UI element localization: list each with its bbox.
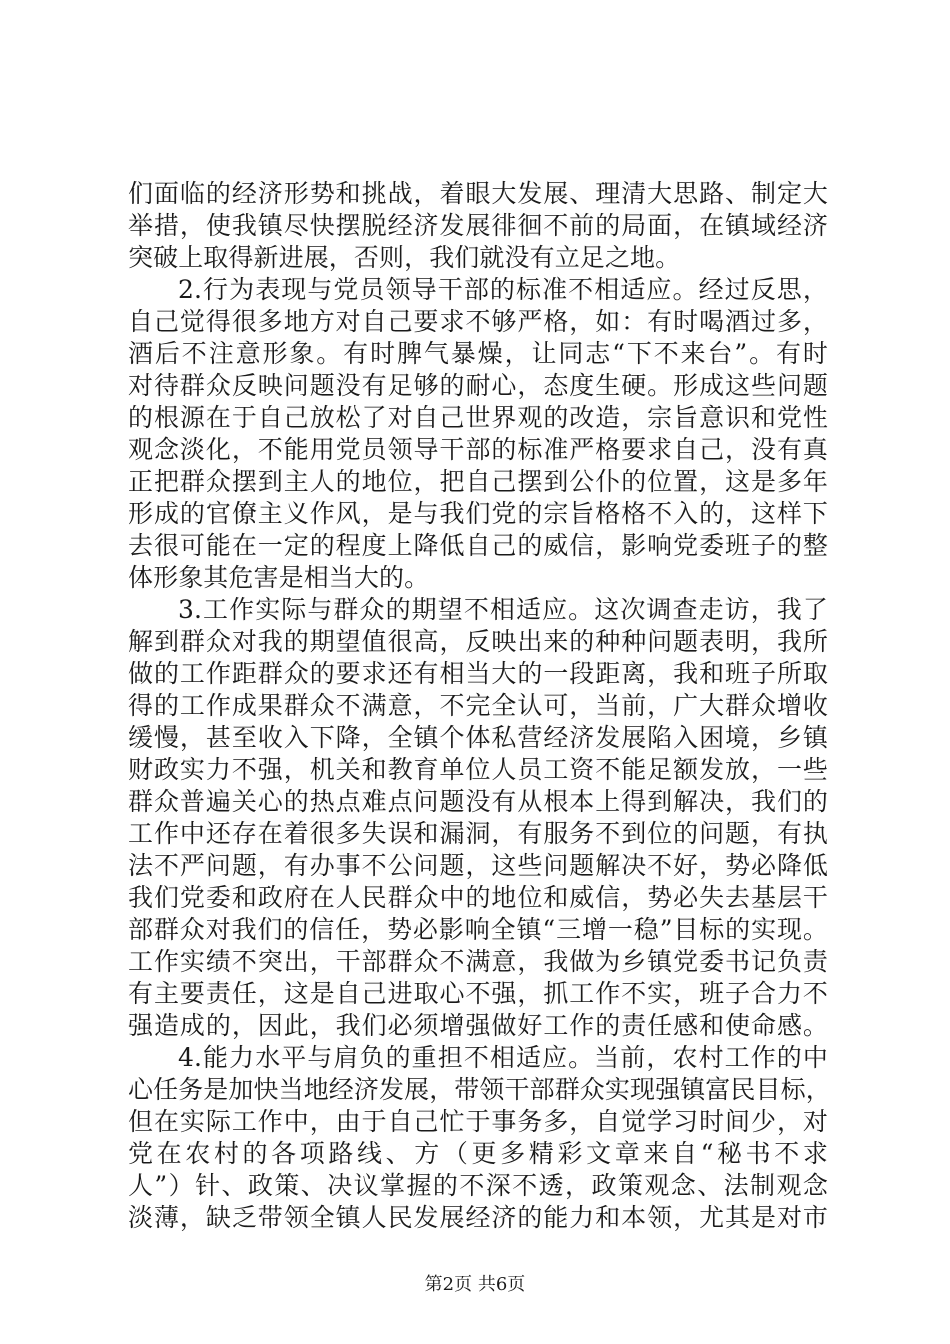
text-line: 但在实际工作中，由于自己忙于事务多，自觉学习时间少，对 [128,1107,828,1136]
text-line: 酒后不注意形象。有时脾气暴燥，让同志“下不来台”。有时 [128,339,828,368]
text-line: 部群众对我们的信任，势必影响全镇“三增一稳”目标的实现。 [128,915,828,944]
text-line: 强造成的，因此，我们必须增强做好工作的责任感和使命感。 [128,1011,828,1040]
text-line: 党在农村的各项路线、方（更多精彩文章来自“秘书不求 [128,1139,828,1168]
text-line: 的根源在于自己放松了对自己世界观的改造，宗旨意识和党性 [128,403,828,432]
text-line: 观念淡化，不能用党员领导干部的标准严格要求自己，没有真 [128,435,828,464]
text-line: 对待群众反映问题没有足够的耐心，态度生硬。形成这些问题 [128,371,828,400]
text-line: 工作实绩不突出，干部群众不满意，我做为乡镇党委书记负责 [128,947,828,976]
document-body [128,178,831,1234]
text-line: 正把群众摆到主人的地位，把自己摆到公仆的位置，这是多年 [128,467,828,496]
text-line: 得的工作成果群众不满意，不完全认可，当前，广大群众增收 [128,691,828,720]
paragraph-2-start: 2.行为表现与党员领导干部的标准不相适应。经过反思， [178,275,828,304]
text-line: 形成的官僚主义作风，是与我们党的宗旨格格不入的，这样下 [128,499,828,528]
page-number-footer: 第2页 共6页 [424,1274,526,1295]
text-line: 财政实力不强，机关和教育单位人员工资不能足额发放，一些 [128,755,828,784]
text-line: 工作中还存在着很多失误和漏洞，有服务不到位的问题，有执 [128,819,828,848]
text-line: 群众普遍关心的热点难点问题没有从根本上得到解决，我们的 [128,787,828,816]
text-line: 我们党委和政府在人民群众中的地位和威信，势必失去基层干 [128,883,828,912]
text-line: 人”）针、政策、决议掌握的不深不透，政策观念、法制观念 [128,1171,828,1200]
text-line: 体形象其危害是相当大的。 [128,563,430,592]
text-line: 缓慢，甚至收入下降，全镇个体私营经济发展陷入困境，乡镇 [128,723,828,752]
text-line: 心任务是加快当地经济发展，带领干部群众实现强镇富民目标， [128,1075,831,1104]
text-line: 解到群众对我的期望值很高，反映出来的种种问题表明，我所 [128,627,828,656]
text-line: 们面临的经济形势和挑战，着眼大发展、理清大思路、制定大 [128,179,828,208]
text-line: 淡薄，缺乏带领全镇人民发展经济的能力和本领，尤其是对市 [128,1203,828,1232]
paragraph-4-start: 4.能力水平与肩负的重担不相适应。当前，农村工作的中 [178,1043,828,1072]
text-line: 自己觉得很多地方对自己要求不够严格，如：有时喝酒过多， [128,307,828,336]
paragraph-3-start: 3.工作实际与群众的期望不相适应。这次调查走访，我了 [178,595,828,624]
text-line: 突破上取得新进展，否则，我们就没有立足之地。 [128,243,681,272]
text-line: 做的工作距群众的要求还有相当大的一段距离，我和班子所取 [128,659,828,688]
text-line: 法不严问题，有办事不公问题，这些问题解决不好，势必降低 [128,851,828,880]
text-line: 有主要责任，这是自己进取心不强，抓工作不实，班子合力不 [128,979,828,1008]
text-line: 去很可能在一定的程度上降低自己的威信，影响党委班子的整 [128,531,828,560]
text-line: 举措，使我镇尽快摆脱经济发展徘徊不前的局面，在镇域经济 [128,211,828,240]
